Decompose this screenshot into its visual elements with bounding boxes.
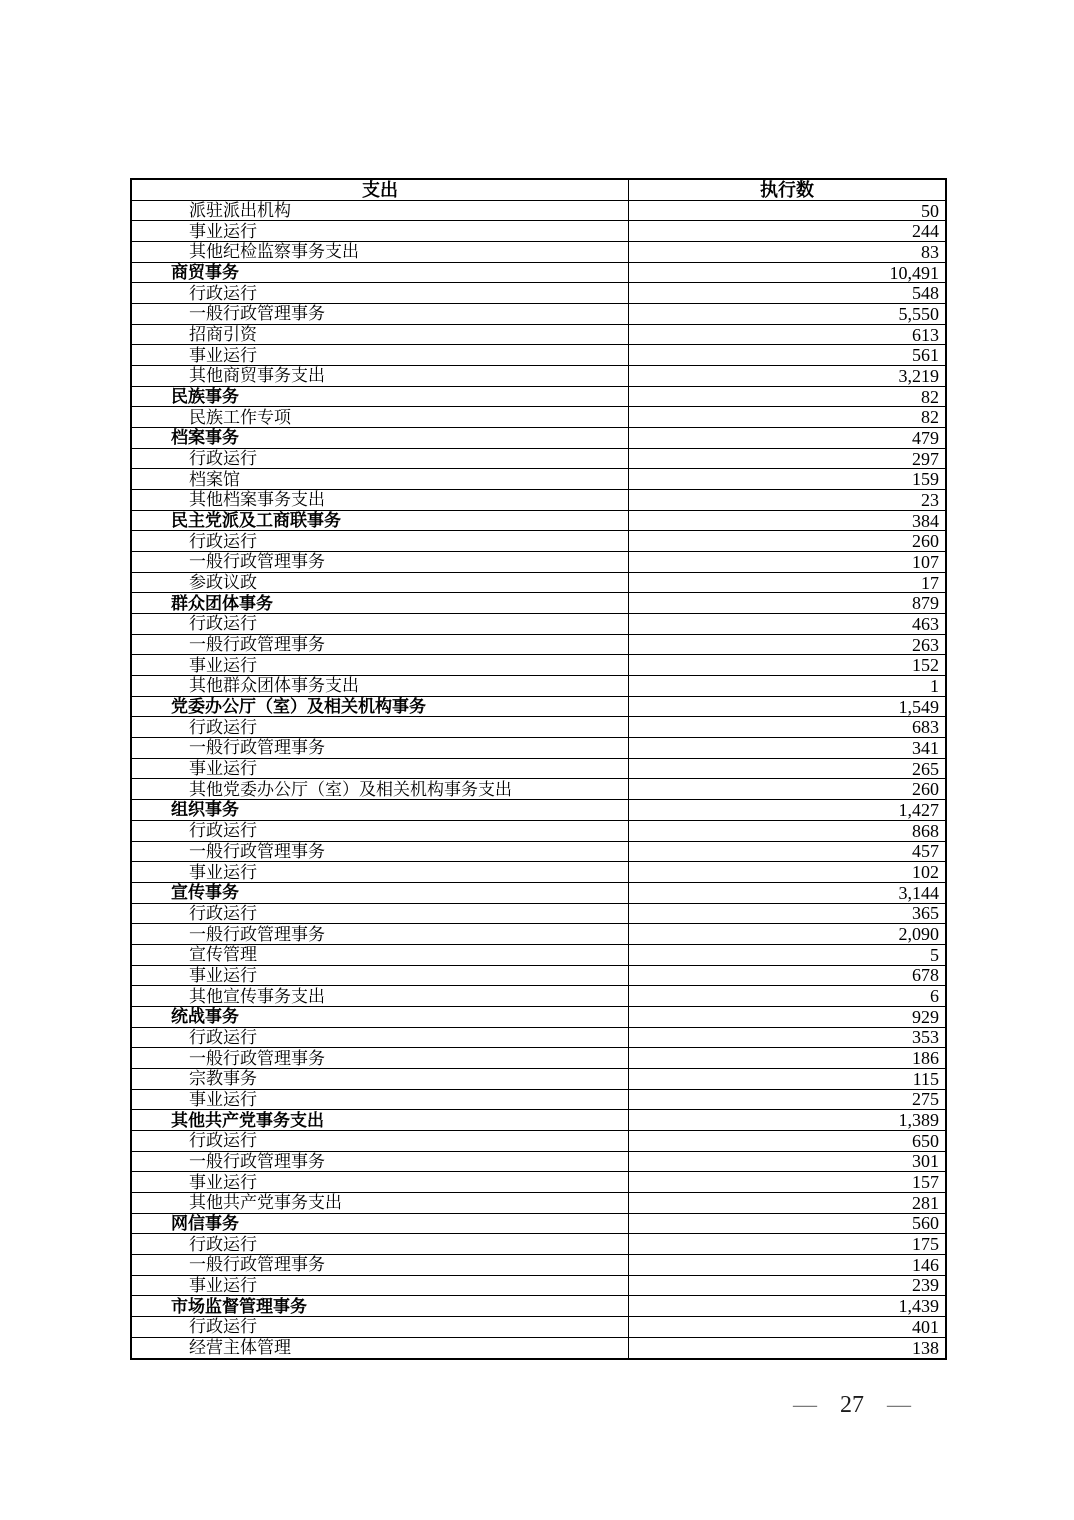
page-number: 27 xyxy=(840,1392,864,1418)
expense-label: 事业运行 xyxy=(132,221,629,241)
expense-label: 其他宣传事务支出 xyxy=(132,986,629,1006)
execution-value: 560 xyxy=(912,1213,939,1234)
expense-label: 组织事务 xyxy=(132,800,629,820)
table-row xyxy=(132,1048,945,1069)
page-number-dash-right: — xyxy=(887,1392,911,1418)
execution-value: 281 xyxy=(912,1192,939,1213)
table-row xyxy=(132,263,945,284)
budget-table xyxy=(130,178,947,1360)
table-row xyxy=(132,1028,945,1049)
expense-label: 事业运行 xyxy=(132,1276,629,1296)
expense-label: 一般行政管理事务 xyxy=(132,552,629,572)
table-row xyxy=(132,490,945,511)
expense-label: 经营主体管理 xyxy=(132,1338,629,1359)
table-row xyxy=(132,986,945,1007)
expense-label: 档案事务 xyxy=(132,428,629,448)
expense-label: 派驻派出机构 xyxy=(132,201,629,221)
execution-value: 146 xyxy=(912,1254,939,1275)
table-row xyxy=(132,242,945,263)
table-row xyxy=(132,1234,945,1255)
execution-value: 3,219 xyxy=(898,365,939,386)
table-row xyxy=(132,1110,945,1131)
expense-label: 行政运行 xyxy=(132,614,629,634)
table-row xyxy=(132,759,945,780)
expense-label: 其他共产党事务支出 xyxy=(132,1193,629,1213)
expense-label: 其他共产党事务支出 xyxy=(132,1110,629,1130)
table-row xyxy=(132,738,945,759)
expense-label: 行政运行 xyxy=(132,531,629,551)
table-row xyxy=(132,345,945,366)
expense-label: 市场监督管理事务 xyxy=(132,1296,629,1316)
table-row xyxy=(132,862,945,883)
table-row xyxy=(132,821,945,842)
execution-value: 260 xyxy=(912,779,939,800)
execution-value: 239 xyxy=(912,1275,939,1296)
table-row xyxy=(132,1296,945,1317)
execution-value: 353 xyxy=(912,1027,939,1048)
expense-label: 民族事务 xyxy=(132,387,629,407)
table-row xyxy=(132,325,945,346)
execution-value: 275 xyxy=(912,1089,939,1110)
expense-label: 其他党委办公厅（室）及相关机构事务支出 xyxy=(132,779,629,799)
table-body xyxy=(132,201,945,1359)
execution-value: 115 xyxy=(912,1068,939,1089)
expense-label: 事业运行 xyxy=(132,345,629,365)
table-row xyxy=(132,614,945,635)
execution-value: 2,090 xyxy=(898,924,939,945)
expense-label: 群众团体事务 xyxy=(132,593,629,613)
execution-value: 341 xyxy=(912,737,939,758)
expense-label: 宗教事务 xyxy=(132,1069,629,1089)
expense-label: 其他商贸事务支出 xyxy=(132,366,629,386)
expense-label: 事业运行 xyxy=(132,966,629,986)
execution-value: 5 xyxy=(930,944,939,965)
table-row xyxy=(132,531,945,552)
table-row xyxy=(132,511,945,532)
table-row xyxy=(132,593,945,614)
execution-value: 548 xyxy=(912,283,939,304)
expense-label: 一般行政管理事务 xyxy=(132,842,629,862)
execution-value: 17 xyxy=(921,572,939,593)
execution-value: 1,389 xyxy=(898,1110,939,1131)
table-row xyxy=(132,221,945,242)
execution-value: 138 xyxy=(912,1337,939,1358)
expense-label: 网信事务 xyxy=(132,1214,629,1234)
execution-value: 384 xyxy=(912,510,939,531)
expense-label: 事业运行 xyxy=(132,862,629,882)
table-row xyxy=(132,779,945,800)
table-row xyxy=(132,676,945,697)
execution-value: 401 xyxy=(912,1316,939,1337)
table-row xyxy=(132,428,945,449)
expense-label: 档案馆 xyxy=(132,469,629,489)
table-row xyxy=(132,883,945,904)
expense-label: 行政运行 xyxy=(132,1317,629,1337)
execution-value: 463 xyxy=(912,613,939,634)
execution-value: 879 xyxy=(912,593,939,614)
expense-label: 事业运行 xyxy=(132,759,629,779)
table-row xyxy=(132,904,945,925)
execution-value: 265 xyxy=(912,758,939,779)
table-row xyxy=(132,1338,945,1359)
table-row xyxy=(132,283,945,304)
table-row xyxy=(132,201,945,222)
table-row xyxy=(132,387,945,408)
execution-value: 1,549 xyxy=(898,696,939,717)
table-row xyxy=(132,407,945,428)
table-row xyxy=(132,573,945,594)
expense-label: 行政运行 xyxy=(132,283,629,303)
expense-label: 招商引资 xyxy=(132,325,629,345)
table-row xyxy=(132,717,945,738)
table-row xyxy=(132,1317,945,1338)
table-row xyxy=(132,449,945,470)
column-header-execution: 执行数 xyxy=(760,179,814,200)
execution-value: 23 xyxy=(921,489,939,510)
expense-label: 一般行政管理事务 xyxy=(132,304,629,324)
expense-label: 行政运行 xyxy=(132,449,629,469)
execution-value: 1,427 xyxy=(898,799,939,820)
expense-label: 事业运行 xyxy=(132,655,629,675)
execution-value: 102 xyxy=(912,862,939,882)
table-row xyxy=(132,1214,945,1235)
table-row xyxy=(132,635,945,656)
execution-value: 10,491 xyxy=(889,262,939,283)
execution-value: 683 xyxy=(912,717,939,738)
execution-value: 186 xyxy=(912,1048,939,1069)
execution-value: 82 xyxy=(921,407,939,428)
table-row xyxy=(132,1069,945,1090)
expense-label: 统战事务 xyxy=(132,1007,629,1027)
execution-value: 107 xyxy=(912,551,939,572)
execution-value: 6 xyxy=(930,986,939,1007)
execution-value: 260 xyxy=(912,531,939,552)
expense-label: 行政运行 xyxy=(132,821,629,841)
table-row xyxy=(132,924,945,945)
expense-label: 宣传事务 xyxy=(132,883,629,903)
expense-label: 参政议政 xyxy=(132,573,629,593)
expense-label: 商贸事务 xyxy=(132,263,629,283)
execution-value: 365 xyxy=(912,903,939,924)
table-row xyxy=(132,1131,945,1152)
execution-value: 159 xyxy=(912,469,939,490)
page-footer xyxy=(793,1390,911,1420)
execution-value: 301 xyxy=(912,1151,939,1172)
expense-label: 事业运行 xyxy=(132,1090,629,1110)
table-row xyxy=(132,1172,945,1193)
execution-value: 3,144 xyxy=(898,882,939,903)
execution-value: 175 xyxy=(912,1234,939,1255)
execution-value: 263 xyxy=(912,634,939,655)
execution-value: 50 xyxy=(921,200,939,221)
table-row xyxy=(132,1007,945,1028)
table-row xyxy=(132,655,945,676)
page-number-dash-left: — xyxy=(793,1392,817,1418)
execution-value: 83 xyxy=(921,241,939,262)
table-row xyxy=(132,1193,945,1214)
expense-label: 行政运行 xyxy=(132,1028,629,1048)
table-row xyxy=(132,697,945,718)
table-row xyxy=(132,1152,945,1173)
execution-value: 678 xyxy=(912,965,939,986)
expense-label: 行政运行 xyxy=(132,1234,629,1254)
expense-label: 行政运行 xyxy=(132,1131,629,1151)
table-row xyxy=(132,945,945,966)
execution-value: 152 xyxy=(912,655,939,676)
column-header-expense: 支出 xyxy=(132,180,629,200)
table-row xyxy=(132,842,945,863)
expense-label: 其他群众团体事务支出 xyxy=(132,676,629,696)
expense-label: 党委办公厅（室）及相关机构事务 xyxy=(132,697,629,717)
execution-value: 457 xyxy=(912,841,939,862)
table-row xyxy=(132,1090,945,1111)
execution-value: 1,439 xyxy=(898,1296,939,1317)
expense-label: 事业运行 xyxy=(132,1172,629,1192)
expense-label: 一般行政管理事务 xyxy=(132,1255,629,1275)
table-row xyxy=(132,552,945,573)
expense-label: 一般行政管理事务 xyxy=(132,738,629,758)
table-row xyxy=(132,366,945,387)
expense-label: 行政运行 xyxy=(132,904,629,924)
table-row xyxy=(132,800,945,821)
expense-label: 其他档案事务支出 xyxy=(132,490,629,510)
table-row xyxy=(132,304,945,325)
execution-value: 157 xyxy=(912,1172,939,1193)
expense-label: 其他纪检监察事务支出 xyxy=(132,242,629,262)
expense-label: 一般行政管理事务 xyxy=(132,635,629,655)
execution-value: 650 xyxy=(912,1130,939,1151)
execution-value: 244 xyxy=(912,221,939,242)
execution-value: 297 xyxy=(912,448,939,469)
table-row xyxy=(132,1255,945,1276)
table-row xyxy=(132,1276,945,1297)
execution-value: 1 xyxy=(930,675,939,696)
execution-value: 868 xyxy=(912,820,939,841)
expense-label: 一般行政管理事务 xyxy=(132,1048,629,1068)
execution-value: 82 xyxy=(921,386,939,407)
table-header-row xyxy=(132,180,945,201)
expense-label: 民族工作专项 xyxy=(132,407,629,427)
expense-label: 一般行政管理事务 xyxy=(132,924,629,944)
execution-value: 929 xyxy=(912,1006,939,1027)
expense-label: 民主党派及工商联事务 xyxy=(132,511,629,531)
expense-label: 行政运行 xyxy=(132,717,629,737)
expense-label: 宣传管理 xyxy=(132,945,629,965)
execution-value: 613 xyxy=(912,324,939,345)
execution-value: 561 xyxy=(912,345,939,366)
execution-value: 5,550 xyxy=(898,303,939,324)
table-row xyxy=(132,469,945,490)
execution-value: 479 xyxy=(912,427,939,448)
expense-label: 一般行政管理事务 xyxy=(132,1152,629,1172)
table-row xyxy=(132,966,945,987)
